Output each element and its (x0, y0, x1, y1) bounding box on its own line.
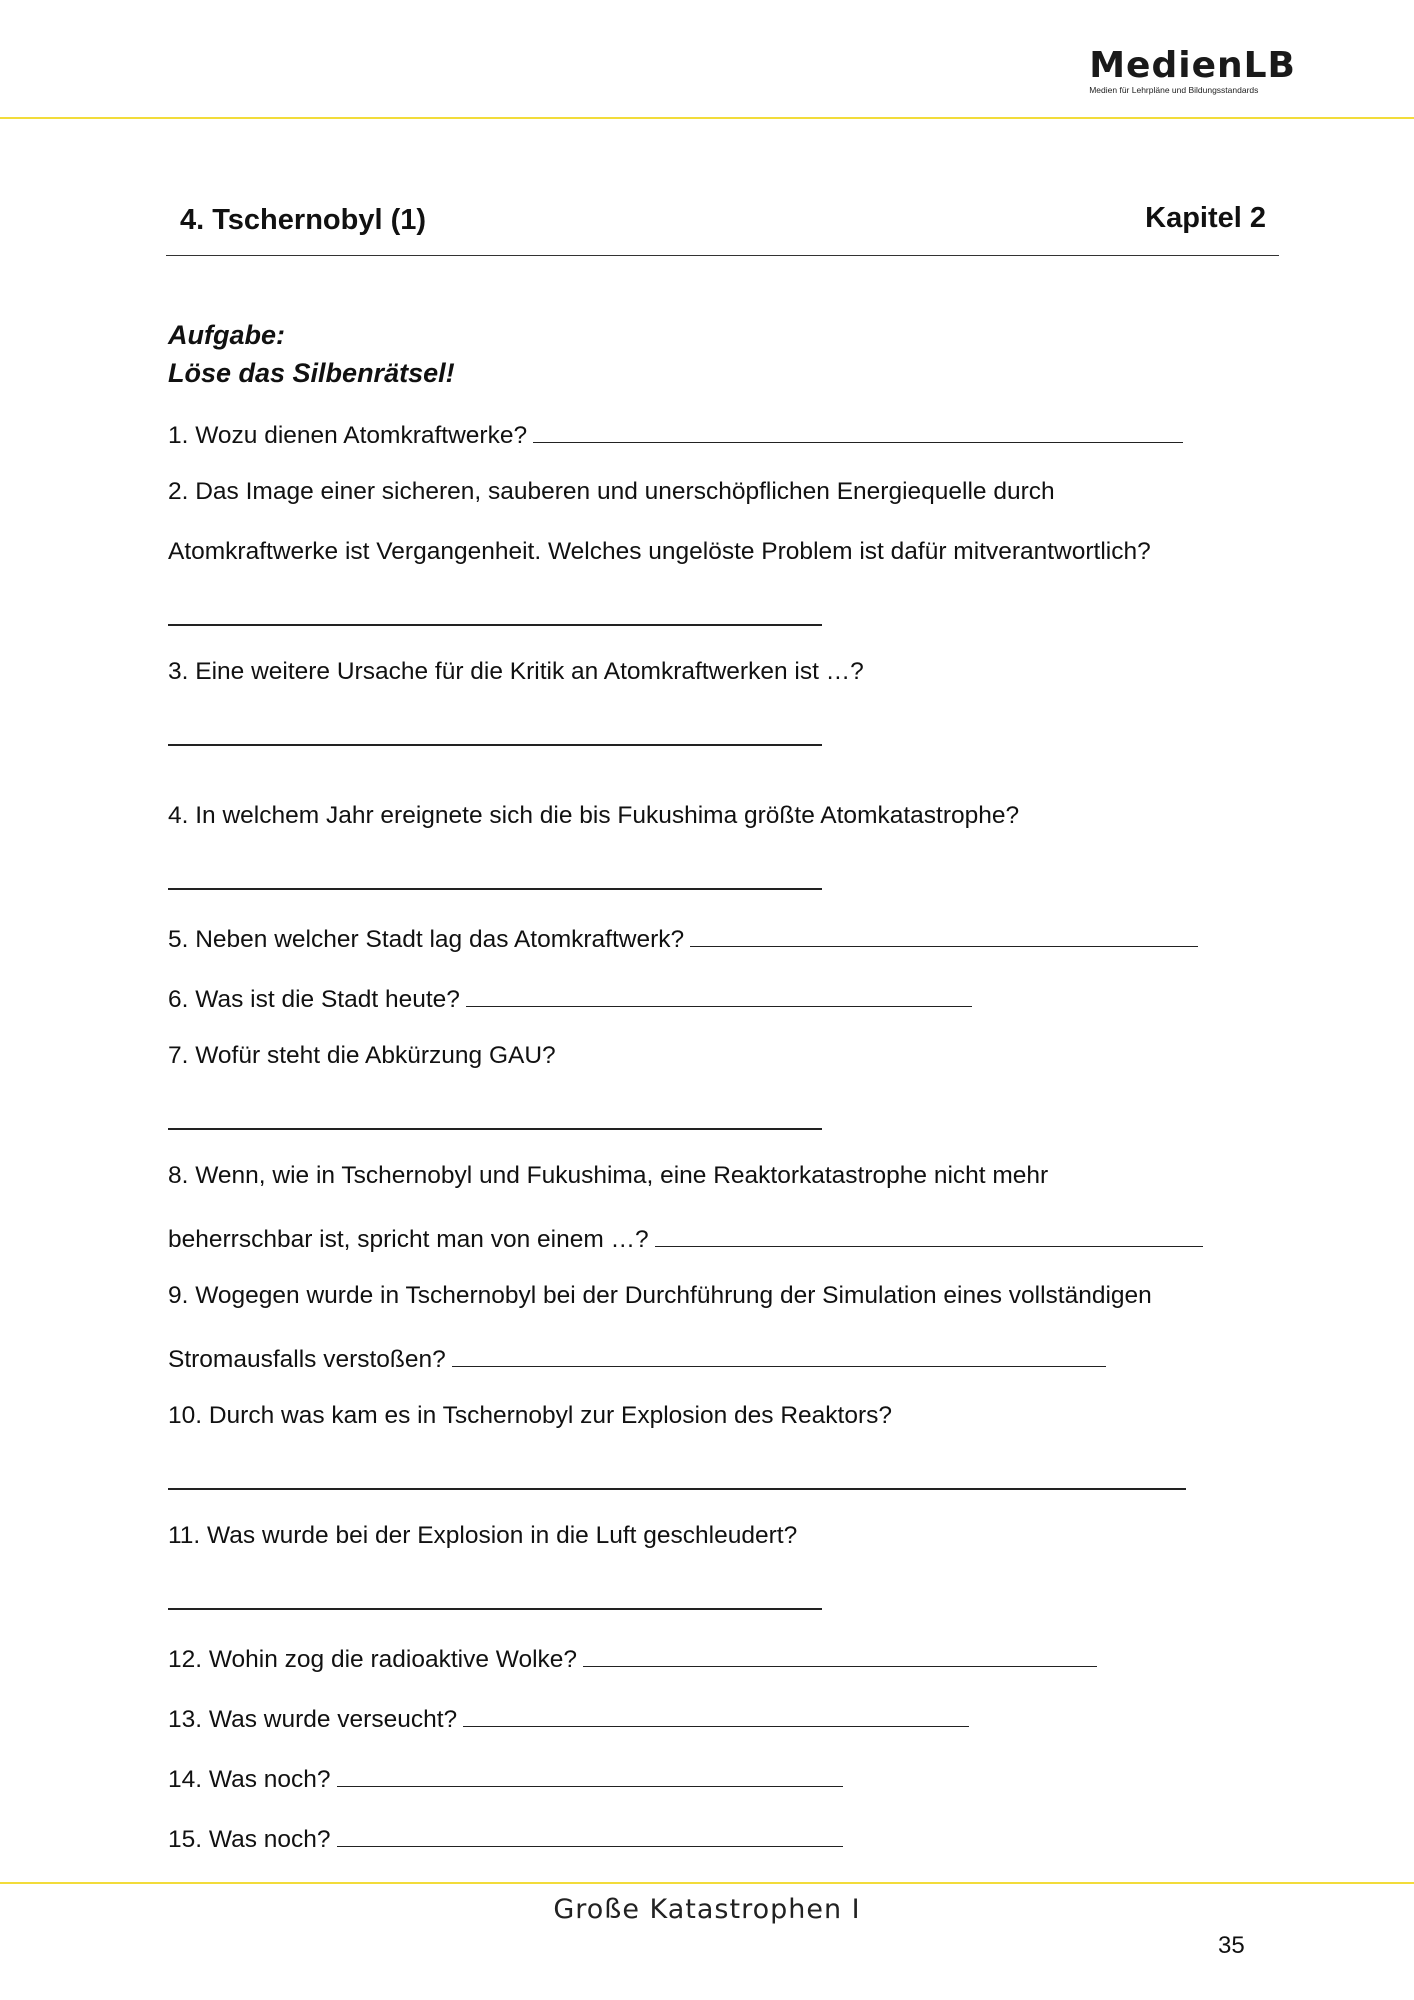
answer-blank-15[interactable] (337, 1822, 843, 1847)
page-title: 4. Tschernobyl (1) (180, 204, 427, 236)
chapter-label: Kapitel 2 (1145, 202, 1266, 234)
question-4: 4. In welchem Jahr ereignete sich die bis Fukushima größte Atomkatastrophe? (168, 802, 1020, 829)
question-14 (168, 1762, 843, 1794)
answer-blank-13[interactable] (463, 1702, 969, 1727)
question-8-line-1: 8. Wenn, wie in Tschernobyl und Fukushima, eine Reaktorkatastrophe nicht mehr (168, 1162, 1049, 1189)
answer-blank-4[interactable] (168, 888, 822, 890)
footer-divider (0, 1882, 1414, 1884)
task-instruction: Löse das Silbenrätsel! (168, 358, 455, 388)
question-8-text: beherrschbar ist, spricht man von einem …? (168, 1226, 649, 1253)
answer-blank-10[interactable] (168, 1488, 1186, 1490)
question-15 (168, 1822, 843, 1854)
medienlb-logo (1089, 45, 1296, 95)
question-11: 11. Was wurde bei der Explosion in die Luft geschleudert? (168, 1522, 798, 1549)
question-2-line-2: Atomkraftwerke ist Vergangenheit. Welches ungelöste Problem ist dafür mitverantwortlich? (168, 538, 1151, 565)
question-7: 7. Wofür steht die Abkürzung GAU? (168, 1042, 556, 1069)
question-9-line-1: 9. Wogegen wurde in Tschernobyl bei der Durchführung der Simulation eines vollständigen (168, 1282, 1152, 1309)
question-3: 3. Eine weitere Ursache für die Kritik an Atomkraftwerken ist …? (168, 658, 864, 685)
answer-blank-9[interactable] (452, 1342, 1106, 1367)
question-12-text: 12. Wohin zog die radioaktive Wolke? (168, 1646, 578, 1673)
answer-blank-8[interactable] (655, 1222, 1203, 1247)
question-12 (168, 1642, 1097, 1674)
question-15-text: 15. Was noch? (168, 1826, 331, 1853)
answer-blank-11[interactable] (168, 1608, 822, 1610)
answer-blank-5[interactable] (690, 922, 1198, 947)
question-13-text: 13. Was wurde verseucht? (168, 1706, 458, 1733)
question-5 (168, 922, 1198, 954)
answer-blank-14[interactable] (337, 1762, 843, 1787)
logo-name: MedienLB (1089, 45, 1296, 86)
question-6-text: 6. Was ist die Stadt heute? (168, 986, 460, 1013)
task-label: Aufgabe: (168, 320, 285, 350)
question-10: 10. Durch was kam es in Tschernobyl zur Explosion des Reaktors? (168, 1402, 892, 1429)
answer-blank-3[interactable] (168, 744, 822, 746)
answer-blank-2[interactable] (168, 624, 822, 626)
answer-blank-7[interactable] (168, 1128, 822, 1130)
logo-tagline: Medien für Lehrpläne und Bildungsstandards (1089, 85, 1259, 95)
question-1-text: 1. Wozu dienen Atomkraftwerke? (168, 422, 528, 449)
header-divider (0, 117, 1414, 119)
question-9-line-2 (168, 1342, 1106, 1374)
answer-blank-6[interactable] (466, 982, 972, 1007)
page-number: 35 (1218, 1932, 1245, 1959)
question-6 (168, 982, 972, 1014)
question-8-line-2 (168, 1222, 1203, 1254)
answer-blank-12[interactable] (583, 1642, 1097, 1667)
title-rule (166, 255, 1279, 256)
question-14-text: 14. Was noch? (168, 1766, 331, 1793)
question-9-text: Stromausfalls verstoßen? (168, 1346, 446, 1373)
question-5-text: 5. Neben welcher Stadt lag das Atomkraftwerk? (168, 926, 685, 953)
footer-title: Große Katastrophen I (553, 1894, 861, 1925)
answer-blank-1[interactable] (533, 418, 1183, 443)
question-2-line-1: 2. Das Image einer sicheren, sauberen und unerschöpflichen Energiequelle durch (168, 478, 1055, 505)
question-13 (168, 1702, 969, 1734)
question-1 (168, 418, 1183, 450)
